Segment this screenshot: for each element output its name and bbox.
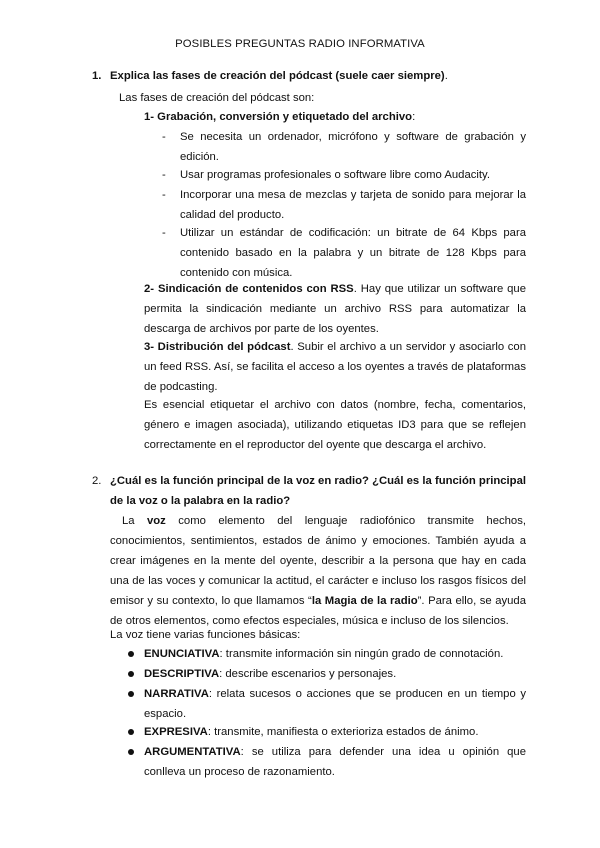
function-item: ARGUMENTATIVA: se utiliza para defender una idea u opinión que conlleva un proceso de razonamiento. <box>144 746 526 778</box>
functions-intro: La voz tiene varias funciones básicas: <box>110 629 301 641</box>
voice-paragraph: La voz como elemento del lenguaje radiofónico transmite hechos, conocimientos, sentimientos, estados de ánimo y emociones. También ayuda a crear imágenes en la mente del oyente, describir a la persona que hay en cada una de las voces y comunicar la actitud, el carácter e incluso los rasgos físicos del emisor y su contexto, lo que llamamos “la Magia de la radio”. Para ello, se ayuda de otros elementos, como efectos especiales, música e incluso de los silencios. <box>110 515 526 627</box>
dash-bullet: - <box>162 189 166 201</box>
bullet-icon <box>128 749 134 755</box>
question-1-number: 1. <box>92 70 102 82</box>
phase-1-item: Se necesita un ordenador, micrófono y software de grabación y edición. <box>180 131 526 163</box>
question-2-text: ¿Cuál es la función principal de la voz en radio? ¿Cuál es la función principal de la voz o la palabra en la radio? <box>110 475 526 507</box>
phase-3-extra: Es esencial etiquetar el archivo con datos (nombre, fecha, comentarios, género e imagen asociada), utilizando etiquetas ID3 para que se reflejen correctamente en el reproductor del oyente que descarga el archivo. <box>144 399 526 451</box>
question-1-intro: Las fases de creación del pódcast son: <box>119 92 315 104</box>
phase-1-heading: 1- Grabación, conversión y etiquetado del archivo: <box>144 111 416 123</box>
phase-3: 3- Distribución del pódcast. Subir el archivo a un servidor y asociarlo con un feed RSS. Así, se facilita el acceso a los oyentes a través de plataformas de podcasting. <box>144 341 526 393</box>
phase-1-item: Utilizar un estándar de codificación: un bitrate de 64 Kbps para contenido basado en la palabra y un bitrate de 128 Kbps para contenido con música. <box>180 227 526 279</box>
function-item: EXPRESIVA: transmite, manifiesta o exterioriza estados de ánimo. <box>144 726 479 738</box>
bullet-icon <box>128 691 134 697</box>
phase-1-item: Incorporar una mesa de mezclas y tarjeta de sonido para mejorar la calidad del producto. <box>180 189 526 221</box>
dash-bullet: - <box>162 169 166 181</box>
function-item: NARRATIVA: relata sucesos o acciones que se producen en un tiempo y espacio. <box>144 688 526 720</box>
question-2-number: 2. <box>92 475 102 487</box>
bullet-icon <box>128 671 134 677</box>
bullet-icon <box>128 729 134 735</box>
dash-bullet: - <box>162 227 166 239</box>
phase-1-item: Usar programas profesionales o software libre como Audacity. <box>180 169 490 181</box>
bullet-icon <box>128 651 134 657</box>
function-item: DESCRIPTIVA: describe escenarios y personajes. <box>144 668 397 680</box>
dash-bullet: - <box>162 131 166 143</box>
function-item: ENUNCIATIVA: transmite información sin ningún grado de connotación. <box>144 648 504 660</box>
question-1-text: Explica las fases de creación del pódcast (suele caer siempre). <box>110 70 448 82</box>
phase-2: 2- Sindicación de contenidos con RSS. Hay que utilizar un software que permita la sindicación mediante un archivo RSS para automatizar la descarga de archivos por parte de los oyentes. <box>144 283 526 335</box>
page-title: POSIBLES PREGUNTAS RADIO INFORMATIVA <box>175 38 425 50</box>
